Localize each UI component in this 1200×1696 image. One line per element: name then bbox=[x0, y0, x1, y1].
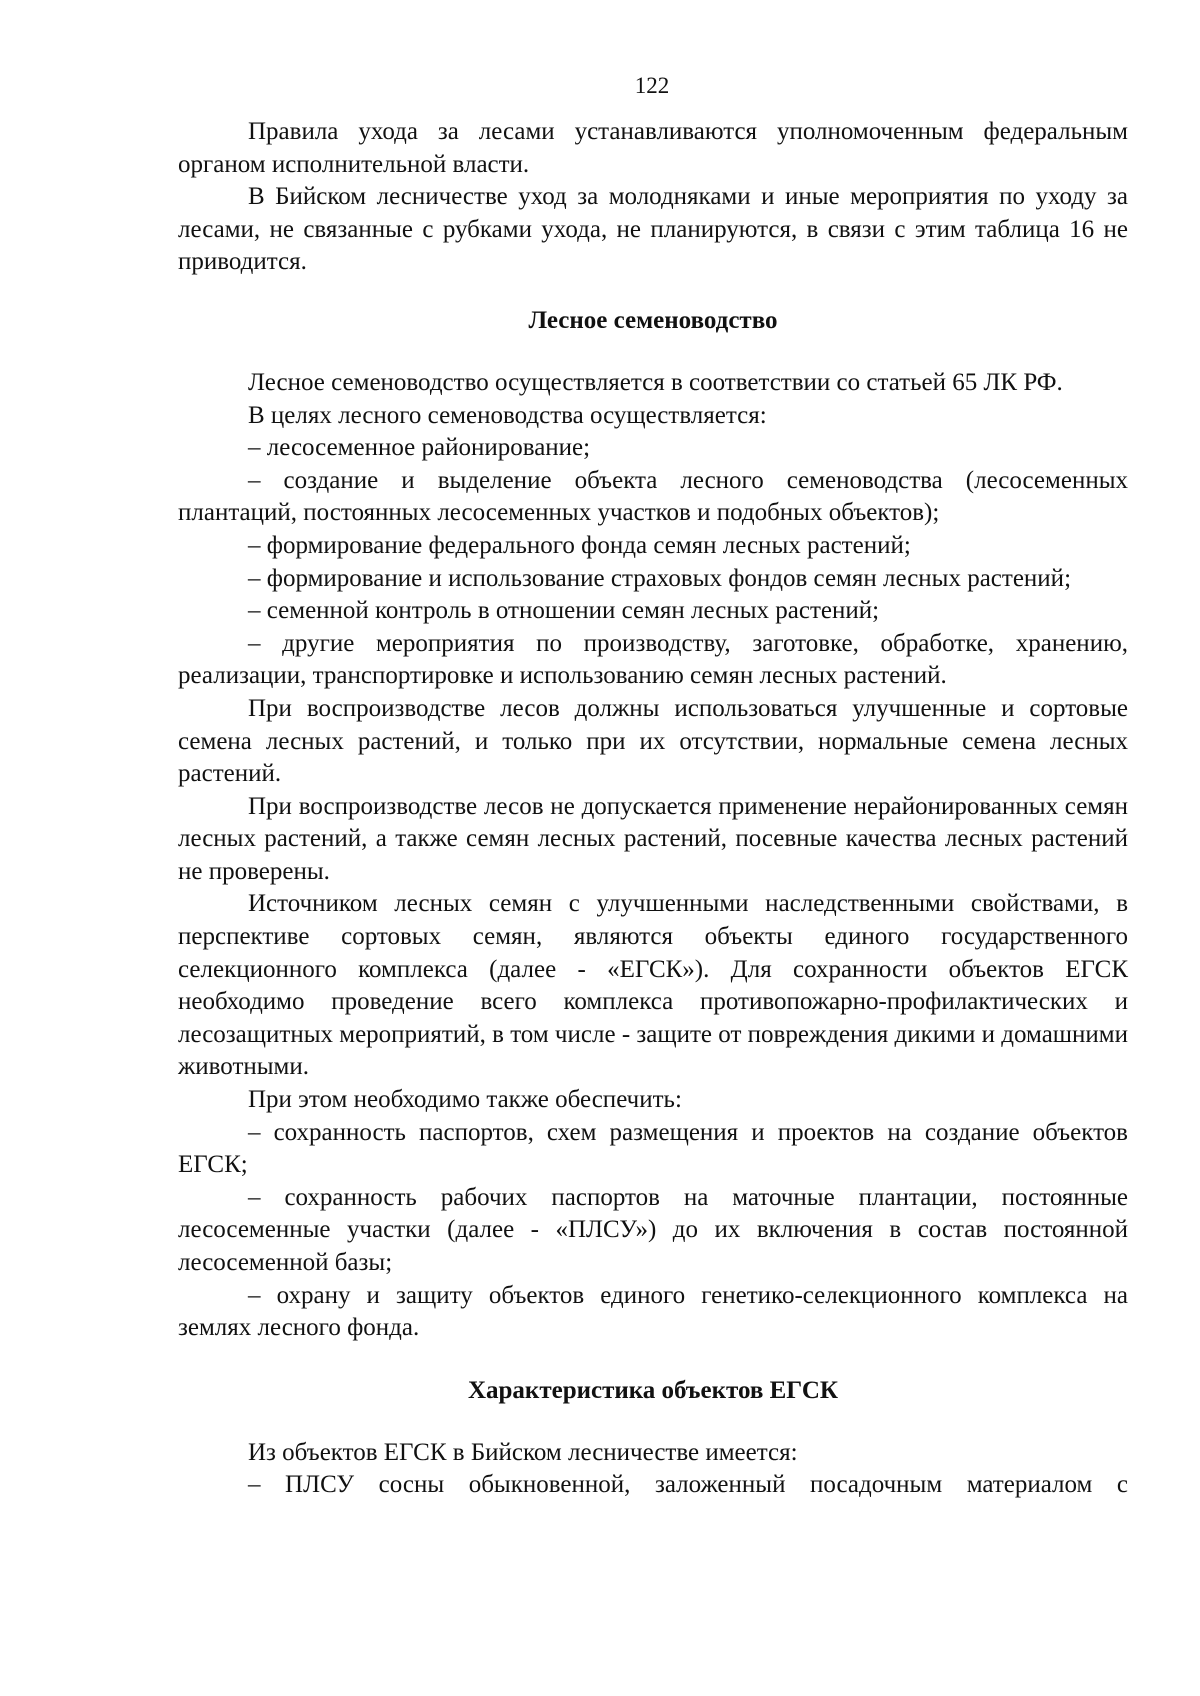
paragraph-non-zoned-seeds: При воспроизводстве лесов не допускается применение нерайонированных семян лесных растений, а также семян лесных растений, посевные качества лесных растений не проверены. bbox=[178, 792, 1128, 885]
list-item: – другие мероприятия по производству, заготовке, обработке, хранению, реализации, транспортировке и использованию семян лесных растений. bbox=[178, 629, 1128, 690]
document-body bbox=[178, 116, 1128, 1502]
heading-egsk-characteristics: Характеристика объектов ЕГСК bbox=[467, 1376, 839, 1404]
list-item: – сохранность рабочих паспортов на маточные плантации, постоянные лесосеменные участки (далее - «ПЛСУ») до их включения в состав постоянной лесосеменной базы; bbox=[178, 1183, 1128, 1276]
paragraph-improved-seeds: При воспроизводстве лесов должны использоваться улучшенные и сортовые семена лесных растений, и только при их отсутствии, нормальные семена лесных растений. bbox=[178, 694, 1128, 788]
paragraph-also-ensure: При этом необходимо также обеспечить: bbox=[248, 1086, 682, 1114]
list-item: – ПЛСУ сосны обыкновенной, заложенный посадочным материалом с bbox=[248, 1471, 1128, 1499]
heading-forest-seed-growing: Лесное семеноводство bbox=[528, 306, 778, 334]
page-number: 122 bbox=[634, 73, 670, 98]
list-item: – формирование федерального фонда семян лесных растений; bbox=[248, 531, 911, 559]
list-item: – семенной контроль в отношении семян лесных растений; bbox=[248, 597, 880, 625]
list-item: – сохранность паспортов, схем размещения и проектов на создание объектов ЕГСК; bbox=[178, 1118, 1128, 1179]
paragraph-care-rules: Правила ухода за лесами устанавливаются уполномоченным федеральным органом исполнительной власти. bbox=[178, 118, 1128, 178]
list-item: – формирование и использование страховых фондов семян лесных растений; bbox=[248, 564, 1072, 592]
paragraph-egsk-source: Источником лесных семян с улучшенными наследственными свойствами, в перспективе сортовых семян, являются объекты единого государственного селекционного комплекса (далее - «ЕГСК»). Для сохранности объектов ЕГСК необходимо проведение всего комплекса противопожарно-профилактических и лесозащитных мероприятий, в том числе - защите от повреждения дикими и домашними животными. bbox=[178, 890, 1128, 1081]
paragraph-seed-law: Лесное семеноводство осуществляется в соответствии со статьей 65 ЛК РФ. bbox=[248, 368, 1063, 396]
paragraph-biysk-care: В Бийском лесничестве уход за молодняками и иные мероприятия по уходу за лесами, не связанные с рубками ухода, не планируются, в связи с этим таблица 16 не приводится. bbox=[178, 183, 1128, 276]
list-item: – лесосеменное районирование; bbox=[248, 434, 591, 462]
paragraph-egsk-objects: Из объектов ЕГСК в Бийском лесничестве имеется: bbox=[248, 1438, 798, 1466]
list-item: – создание и выделение объекта лесного семеноводства (лесосеменных плантаций, постоянных лесосеменных участков и подобных объектов); bbox=[178, 466, 1128, 527]
paragraph-seed-goals: В целях лесного семеноводства осуществляется: bbox=[248, 401, 767, 429]
list-item: – охрану и защиту объектов единого генетико-селекционного комплекса на землях лесного фонда. bbox=[178, 1281, 1128, 1342]
